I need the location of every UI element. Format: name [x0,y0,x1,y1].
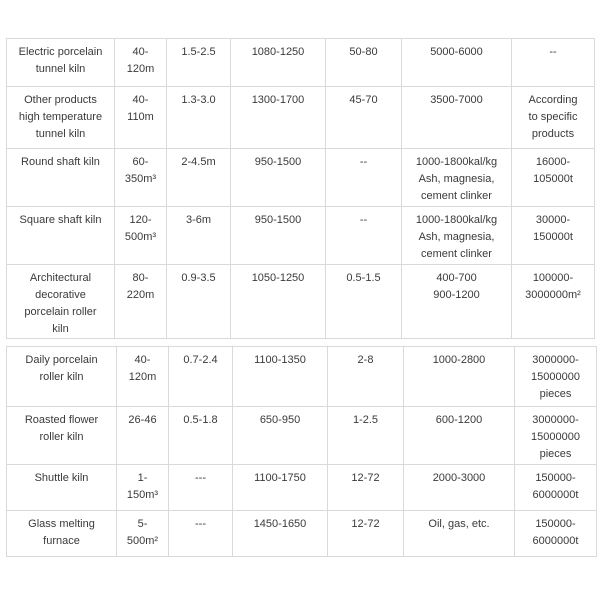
table-cell: -- [326,207,402,265]
table-cell: 1080-1250 [231,39,326,87]
table-cell: 1- 150m³ [117,465,169,511]
table-cell: 650-950 [233,407,328,465]
table-cell: Architectural decorative porcelain roller kiln [7,265,115,339]
kiln-table-top [6,38,595,339]
table-cell: 5000-6000 [402,39,512,87]
table-cell: 1000-1800kal/kg Ash, magnesia, cement clinker [402,207,512,265]
table-cell: Oil, gas, etc. [404,511,515,557]
table-cell: 1450-1650 [233,511,328,557]
table-cell: Glass melting furnace [7,511,117,557]
table-cell: 3000000- 15000000 pieces [515,347,597,407]
table-cell: Other products high temperature tunnel kiln [7,87,115,149]
table-cell: 3-6m [167,207,231,265]
table-cell: 950-1500 [231,207,326,265]
table-cell: 1.5-2.5 [167,39,231,87]
table-cell: 0.7-2.4 [169,347,233,407]
table-cell: 400-700 900-1200 [402,265,512,339]
table-cell: 26-46 [117,407,169,465]
table-cell: --- [169,511,233,557]
table-cell: 12-72 [328,465,404,511]
table-cell: 16000- 105000t [512,149,595,207]
table-cell: -- [326,149,402,207]
table-cell: 80- 220m [115,265,167,339]
table-cell: 100000- 3000000m² [512,265,595,339]
table-cell: --- [169,465,233,511]
table-cell: 1100-1750 [233,465,328,511]
table-cell: Roasted flower roller kiln [7,407,117,465]
table-row [7,265,595,339]
table-cell: 120- 500m³ [115,207,167,265]
table-row [7,39,595,87]
table-cell: 0.5-1.5 [326,265,402,339]
table-cell: 1100-1350 [233,347,328,407]
table-cell: 1.3-3.0 [167,87,231,149]
table-cell: 3000000- 15000000 pieces [515,407,597,465]
table-cell: 40- 120m [117,347,169,407]
table-cell: Square shaft kiln [7,207,115,265]
table-cell: According to specific products [512,87,595,149]
table-cell: Shuttle kiln [7,465,117,511]
table-cell: 60- 350m³ [115,149,167,207]
table-cell: 2-4.5m [167,149,231,207]
table-cell: 2-8 [328,347,404,407]
kiln-table-bottom [6,346,597,557]
table-cell: 30000- 150000t [512,207,595,265]
table-cell: 1050-1250 [231,265,326,339]
table-row [7,407,597,465]
table-cell: Round shaft kiln [7,149,115,207]
table-cell: 1000-2800 [404,347,515,407]
table-cell: Electric porcelain tunnel kiln [7,39,115,87]
table-row [7,207,595,265]
table-row [7,347,597,407]
table-cell: 40- 110m [115,87,167,149]
table-cell: 0.9-3.5 [167,265,231,339]
table-cell: 600-1200 [404,407,515,465]
table-cell: 5- 500m² [117,511,169,557]
table-cell: 150000- 6000000t [515,511,597,557]
table-cell: 150000- 6000000t [515,465,597,511]
table-cell: 2000-3000 [404,465,515,511]
table-row [7,149,595,207]
table-cell: 1000-1800kal/kg Ash, magnesia, cement clinker [402,149,512,207]
table-cell: 3500-7000 [402,87,512,149]
table-cell: -- [512,39,595,87]
table-cell: 12-72 [328,511,404,557]
table-cell: 50-80 [326,39,402,87]
table-cell: 950-1500 [231,149,326,207]
table-cell: 1-2.5 [328,407,404,465]
table-cell: 0.5-1.8 [169,407,233,465]
table-cell: 40- 120m [115,39,167,87]
table-cell: 1300-1700 [231,87,326,149]
table-row [7,511,597,557]
table-cell: 45-70 [326,87,402,149]
table-row [7,465,597,511]
table-row [7,87,595,149]
table-cell: Daily porcelain roller kiln [7,347,117,407]
